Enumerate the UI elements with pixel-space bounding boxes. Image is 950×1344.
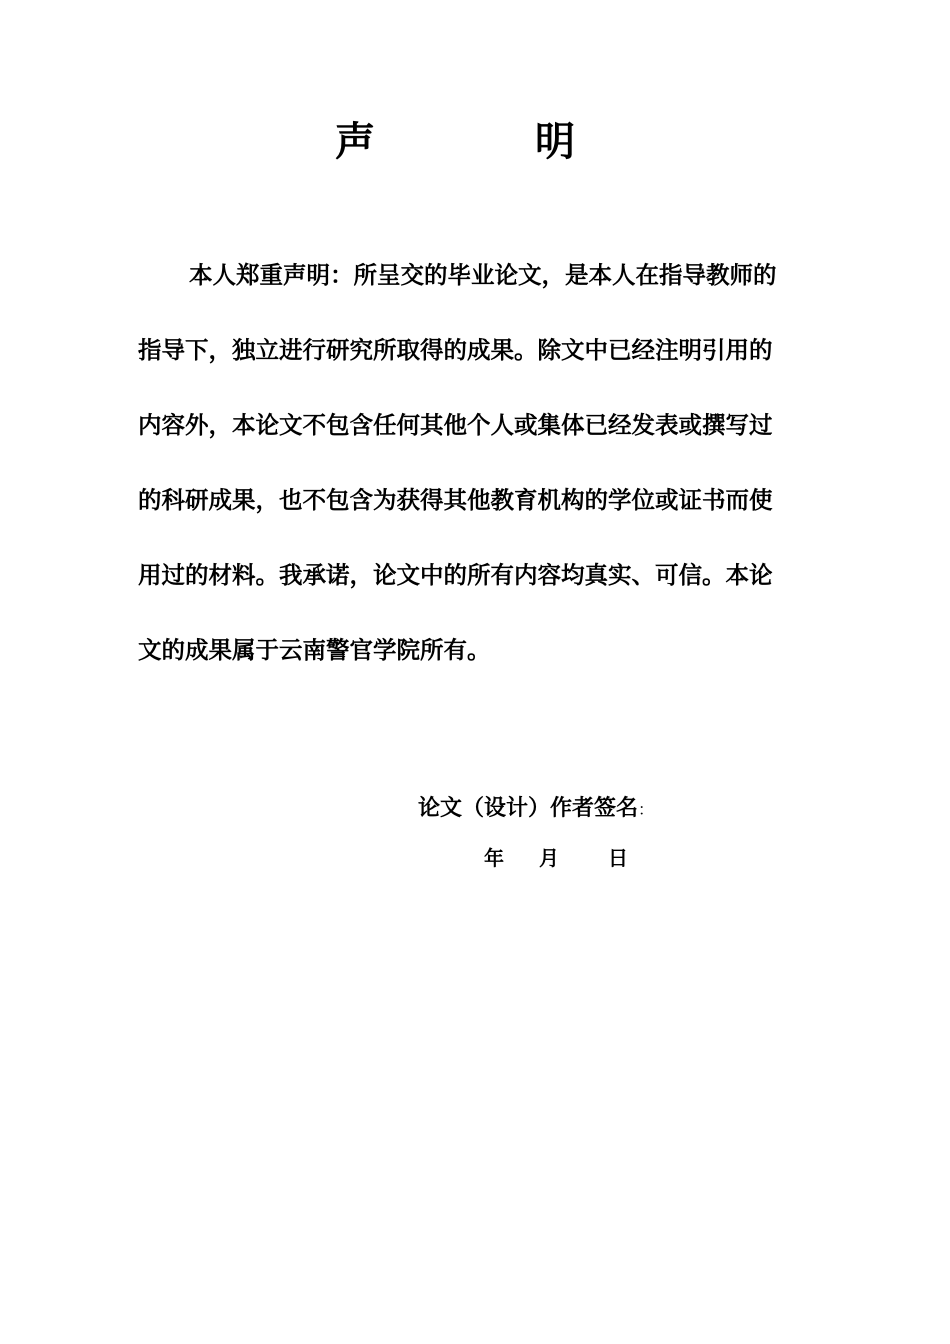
date-year-label: 年 (484, 846, 504, 870)
declaration-line-2: 指导下，独立进行研究所取得的成果。除文中已经注明引用的 (138, 336, 773, 364)
declaration-line-5: 用过的材料。我承诺，论文中的所有内容均真实、可信。本论 (138, 561, 773, 589)
author-signature (418, 790, 654, 829)
declaration-line-4: 的科研成果，也不包含为获得其他教育机构的学位或证书而使 (138, 486, 773, 514)
declaration-line-1: 本人郑重声明：所呈交的毕业论文，是本人在指导教师的 (189, 261, 777, 289)
date-month-label: 月 (539, 846, 559, 870)
signature-label: 论文（设计）作者签名 (418, 796, 639, 821)
signature-colon: ： (638, 800, 655, 819)
date-day-label: 日 (608, 846, 628, 870)
signature-date (484, 843, 628, 873)
declaration-line-6: 文的成果属于云南警官学院所有。 (138, 636, 491, 664)
declaration-line-3: 内容外，本论文不包含任何其他个人或集体已经发表或撰写过 (138, 411, 773, 439)
declaration-body (138, 238, 830, 688)
page-title: 声 明 (335, 119, 635, 165)
